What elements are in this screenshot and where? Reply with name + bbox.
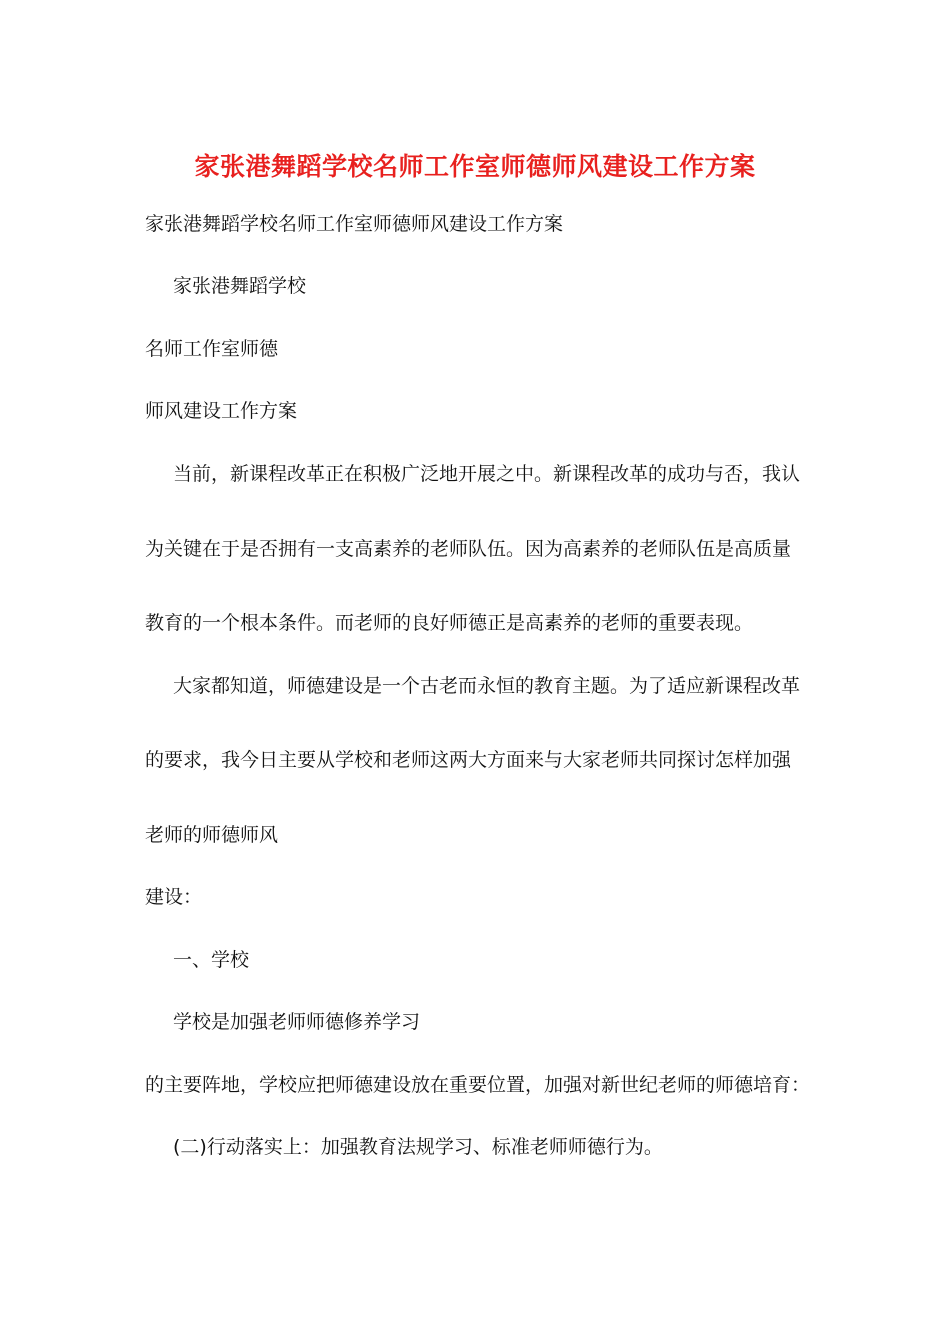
heading-line-2: 名师工作室师德 (145, 338, 279, 360)
paragraph-2-line-2: 的要求，我今日主要从学校和老师这两大方面来与大家老师共同探讨怎样加强 (145, 749, 792, 771)
subtitle-line: 家张港舞蹈学校名师工作室师德师风建设工作方案 (145, 213, 564, 235)
document-title: 家张港舞蹈学校名师工作室师德师风建设工作方案 (194, 152, 756, 181)
paragraph-3-line-1: 学校是加强老师师德修养学习 (173, 1011, 421, 1033)
paragraph-2-line-3: 老师的师德师风 (145, 824, 279, 846)
subsection-line: (二)行动落实上：加强教育法规学习、标准老师师德行为。 (173, 1136, 663, 1158)
paragraph-1-line-2: 为关键在于是否拥有一支高素养的老师队伍。因为高素养的老师队伍是高质量 (145, 538, 792, 560)
paragraph-1-line-3: 教育的一个根本条件。而老师的良好师德正是高素养的老师的重要表现。 (145, 612, 754, 634)
paragraph-1-line-1: 当前，新课程改革正在积极广泛地开展之中。新课程改革的成功与否，我认 (173, 463, 801, 485)
section-heading-school: 一、学校 (173, 949, 250, 971)
school-name-line: 家张港舞蹈学校 (173, 275, 307, 297)
paragraph-2-line-1: 大家都知道，师德建设是一个古老而永恒的教育主题。为了适应新课程改革 (173, 675, 801, 697)
heading-line-3: 师风建设工作方案 (145, 400, 298, 422)
paragraph-2-line-4: 建设： (145, 886, 203, 908)
paragraph-3-line-2: 的主要阵地，学校应把师德建设放在重要位置，加强对新世纪老师的师德培育： (145, 1074, 811, 1096)
